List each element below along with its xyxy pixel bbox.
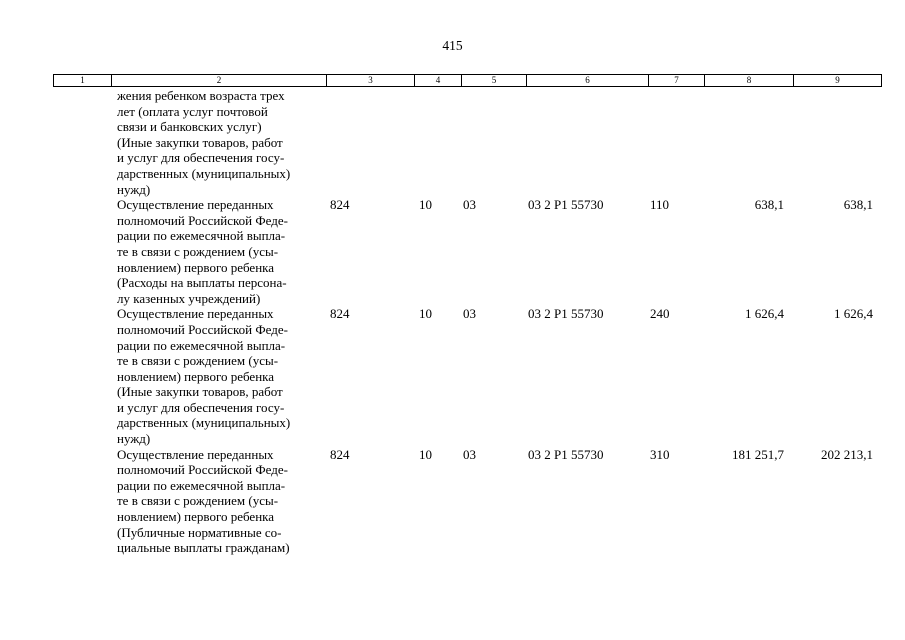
cell-expense-type: 110 [650,197,670,213]
cell-subsection: 03 [463,446,476,462]
column-header-3: 3 [327,75,415,87]
cell-amount-col9: 1 626,4 [834,306,873,322]
cell-subsection: 03 [463,306,476,322]
cell-subsection: 03 [463,197,476,213]
column-header-1: 1 [54,75,112,87]
cell-target-article: 03 2 P1 55730 [528,446,604,462]
cell-section: 10 [419,197,432,213]
cell-amount-col8: 1 626,4 [745,306,784,322]
table-row [0,306,905,446]
column-header-2: 2 [112,75,327,87]
cell-amount-col9: 638,1 [843,197,873,213]
page-number: 415 [442,38,463,53]
table-body [0,88,905,556]
column-header-4: 4 [415,75,462,87]
column-header-8: 8 [705,75,794,87]
table-row [0,447,905,556]
row-description: Осуществление переданных полномочий Российской Феде- рации по ежемесячной выпла- те в связи с рождением (усы- новлением) первого ребенка (Расходы на выплаты персона- лу казенных учреждений) [117,197,288,306]
cell-section: 10 [419,306,432,322]
cell-target-article: 03 2 P1 55730 [528,197,604,213]
cell-ministry-code: 824 [330,306,350,322]
column-header-5: 5 [462,75,527,87]
table-row [0,197,905,306]
cell-section: 10 [419,446,432,462]
cell-ministry-code: 824 [330,197,350,213]
continuation-description: жения ребенком возраста трех лет (оплата услуг почтовой связи и банковских услуг) (Иные закупки товаров, работ и услуг для обеспечения госу- дарственных (муниципальных) нужд) [117,88,291,197]
cell-expense-type: 240 [650,306,670,322]
cell-amount-col8: 181 251,7 [732,446,784,462]
row-description: Осуществление переданных полномочий Российской Феде- рации по ежемесячной выпла- те в связи с рождением (усы- новлением) первого ребенка (Публичные нормативные со- циальные выплаты гражданам) [117,446,290,556]
column-header-9: 9 [794,75,882,87]
continuation-row [0,88,905,197]
cell-ministry-code: 824 [330,446,350,462]
row-description: Осуществление переданных полномочий Российской Феде- рации по ежемесячной выпла- те в связи с рождением (усы- новлением) первого ребенка (Иные закупки товаров, работ и услуг для обеспечения госу- дарственных (муниципальных) нужд) [117,306,291,447]
column-header-7: 7 [649,75,705,87]
cell-expense-type: 310 [650,446,670,462]
cell-amount-col9: 202 213,1 [821,446,873,462]
cell-amount-col8: 638,1 [754,197,784,213]
cell-target-article: 03 2 P1 55730 [528,306,604,322]
column-number-header [53,74,882,87]
column-header-6: 6 [527,75,649,87]
